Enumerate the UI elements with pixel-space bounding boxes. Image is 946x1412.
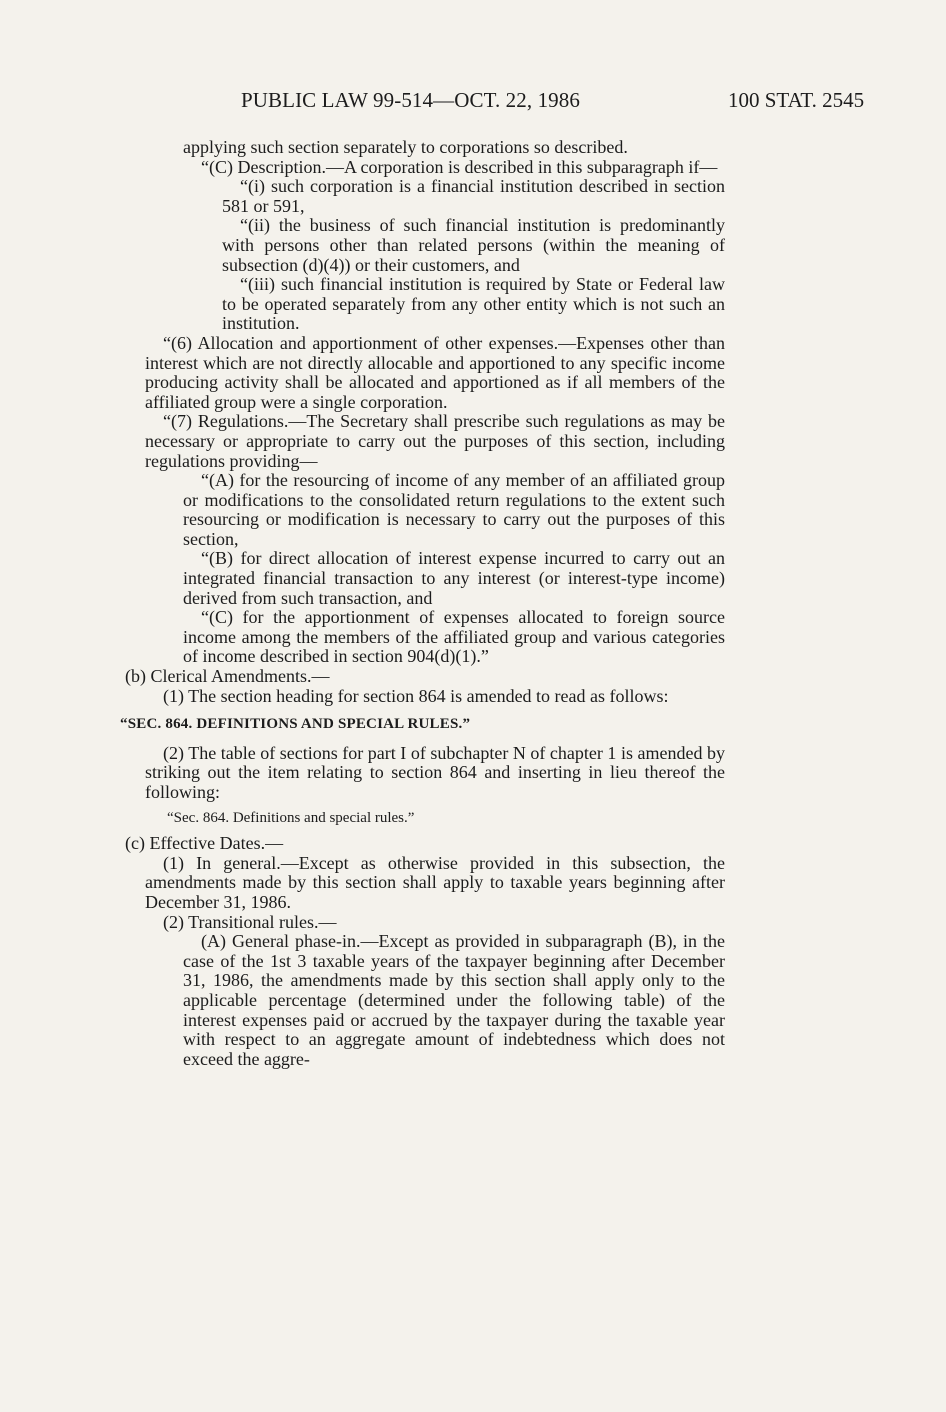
paragraph-c1: (1) In general.—Except as otherwise provided in this subsection, the amendments made by this section shall apply to taxable years beginning after December 31, 1986. xyxy=(145,852,725,912)
table-of-sections-entry: “Sec. 864. Definitions and special rules.” xyxy=(167,809,415,826)
paragraph-5c-ii: “(ii) the business of such financial institution is predominantly with persons other than related persons (within the meaning of subsection (d)(4)) or their customers, and xyxy=(222,215,725,275)
paragraph-5c-iii: “(iii) such financial institution is required by State or Federal law to be operated separately from any other entity which is not such an institution. xyxy=(222,274,725,334)
paragraph-c2a: (A) General phase-in.—Except as provided in subparagraph (B), in the case of the 1st 3 taxable years of the taxpayer beginning after December 31, 1986, the amendments made by this section shall apply only to the applicable percentage (determined under the following table) of the interest expenses paid or accrued by the taxpayer during the taxable year with respect to an aggregate amount of indebtedness which does not exceed the aggre- xyxy=(183,931,725,1069)
document-body xyxy=(120,137,725,1069)
page-header-stat: 100 STAT. 2545 xyxy=(728,88,865,112)
page-header-title: PUBLIC LAW 99-514—OCT. 22, 1986 xyxy=(241,88,580,112)
paragraph-b2: (2) The table of sections for part I of subchapter N of chapter 1 is amended by striking out the item relating to section 864 and inserting in lieu thereof the following: xyxy=(145,742,725,802)
subsection-b-heading: (b) Clerical Amendments.— xyxy=(125,666,330,687)
section-heading-864: “SEC. 864. DEFINITIONS AND SPECIAL RULES.” xyxy=(120,716,471,733)
subsection-c-heading: (c) Effective Dates.— xyxy=(125,833,284,854)
paragraph-c2-heading: (2) Transitional rules.— xyxy=(163,911,337,932)
paragraph-b1: (1) The section heading for section 864 is amended to read as follows: xyxy=(163,685,669,706)
paragraph-6-allocation: “(6) Allocation and apportionment of other expenses.—Expenses other than interest which are not directly allocable and apportioned to any specific income producing activity shall be allocated and apportioned as if all members of the affiliated group were a single corporation. xyxy=(145,332,725,412)
paragraph-7-regulations: “(7) Regulations.—The Secretary shall prescribe such regulations as may be necessary or appropriate to carry out the purposes of this section, including regulations providing— xyxy=(145,411,725,471)
paragraph-7a: “(A) for the resourcing of income of any member of an affiliated group or modifications to the consolidated return regulations to the extent such resourcing or modification is necessary to carry out the purposes of this section, xyxy=(183,470,725,549)
paragraph-5c-description: “(C) Description.—A corporation is described in this subparagraph if— xyxy=(201,156,718,177)
paragraph-7c: “(C) for the apportionment of expenses allocated to foreign source income among the members of the affiliated group and various categories of income described in section 904(d)(1).” xyxy=(183,607,725,667)
paragraph-5c-i: “(i) such corporation is a financial institution described in section 581 or 591, xyxy=(222,176,725,216)
paragraph-7b: “(B) for direct allocation of interest expense incurred to carry out an integrated financial transaction to any interest (or interest-type income) derived from such transaction, and xyxy=(183,548,725,608)
paragraph-continuation: applying such section separately to corporations so described. xyxy=(183,137,628,157)
